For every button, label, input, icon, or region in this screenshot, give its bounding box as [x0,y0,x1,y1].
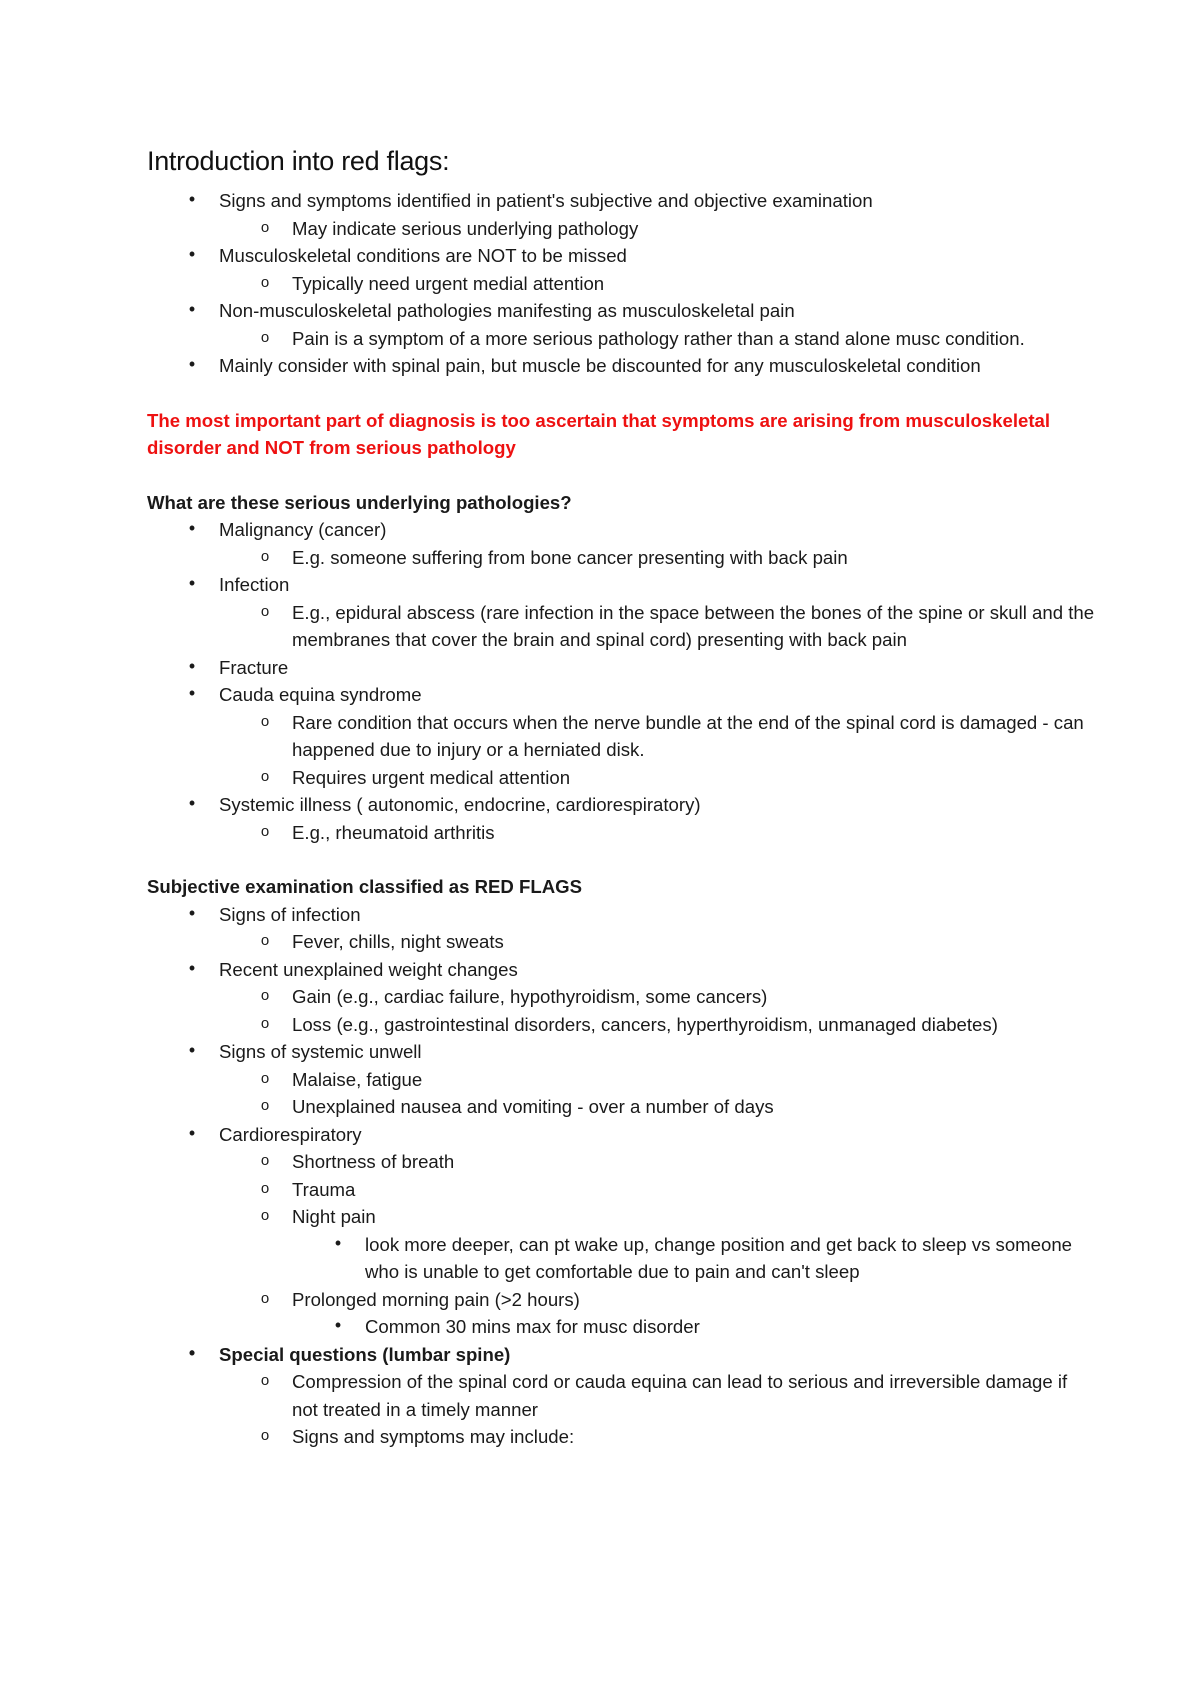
list-item-text: Night pain [292,1206,376,1227]
bullet-icon: • [188,244,196,264]
list-item [147,983,1097,1011]
bullet-icon: o [260,712,270,730]
list-item [147,681,1097,709]
bullet-icon: o [260,1152,270,1169]
bullet-icon: • [188,793,196,813]
list-item-text: Signs of systemic unwell [219,1041,422,1062]
list-item [147,1231,1097,1286]
list-item [147,1121,1097,1149]
bullet-icon: o [260,547,270,565]
list-item-text: Malignancy (cancer) [219,519,387,540]
list-item [147,819,1097,847]
list-item-text: Signs of infection [219,903,361,925]
bullet-icon: o [260,218,270,236]
list-item [147,764,1097,792]
spacer [147,380,1097,407]
callout-text: The most important part of diagnosis is too ascertain that symptoms are arising from musculoskeletal disorder and NOT from serious pathology [147,409,1051,458]
list-item [147,352,1097,380]
list-item [147,1203,1097,1231]
bullet-icon: o [260,1289,270,1307]
list-item [147,1066,1097,1094]
bullet-icon: o [260,273,270,291]
list-item [147,1423,1097,1451]
intro-list [147,187,1097,380]
list-item [147,956,1097,984]
bullet-icon: • [188,957,196,978]
bullet-icon: o [260,932,270,949]
list-item [147,654,1097,682]
list-item-text: Mainly consider with spinal pain, but muscle be discounted for any musculoskeletal condition [219,355,981,376]
list-item [147,1341,1097,1369]
page-title: Introduction into red flags: [147,146,450,176]
bullet-icon: • [188,354,196,374]
subjective-heading: Subjective examination classified as RED FLAGS [147,876,583,897]
list-item [147,709,1097,764]
bullet-icon: • [334,1232,342,1253]
list-item-text: Signs and symptoms identified in patient's subjective and objective examination [219,190,873,211]
list-item-text: Loss (e.g., gastrointestinal disorders, cancers, hyperthyroidism, unmanaged diabetes) [292,1013,998,1035]
list-item-text: Shortness of breath [292,1151,455,1172]
list-item [147,1093,1097,1121]
bullet-icon: o [260,1372,270,1389]
bullet-icon: • [188,518,196,538]
bullet-icon: o [260,1179,270,1197]
list-item-text: Gain (e.g., cardiac failure, hypothyroidism, some cancers) [292,986,768,1007]
list-item [147,242,1097,270]
list-item-text: Fever, chills, night sweats [292,931,504,952]
bullet-icon: o [260,1014,270,1032]
bullet-icon: • [188,902,196,923]
list-item [147,544,1097,572]
bullet-icon: • [188,189,196,209]
bullet-icon: o [260,1427,270,1444]
list-item-text: Cardiorespiratory [219,1123,362,1145]
list-item-text: Rare condition that occurs when the nerve bundle at the end of the spinal cord is damaged - can happened due to injury or a herniated disk. [292,711,1084,760]
list-item [147,1011,1097,1039]
bullet-icon: • [188,1342,196,1363]
list-item-text: Compression of the spinal cord or cauda equina can lead to serious and irreversible damage if not treated in a timely manner [292,1371,1068,1420]
list-item-text: Signs and symptoms may include: [292,1426,575,1447]
list-item [147,297,1097,325]
list-item-text: May indicate serious underlying pathology [292,217,639,239]
list-item [147,599,1097,654]
list-item [147,1038,1097,1066]
list-item [147,791,1097,819]
pathologies-list [147,516,1097,846]
list-item [147,516,1097,544]
list-item-text: Trauma [292,1178,356,1200]
list-item-text: E.g. someone suffering from bone cancer presenting with back pain [292,546,848,568]
bullet-icon: o [260,987,270,1004]
list-item [147,1286,1097,1314]
list-item [147,1176,1097,1204]
list-item-text: Typically need urgent medial attention [292,272,605,294]
list-item [147,270,1097,298]
list-item-text: Recent unexplained weight changes [219,958,518,980]
list-item-text: Special questions (lumbar spine) [219,1343,511,1365]
bullet-icon: o [260,1207,270,1224]
bullet-icon: o [260,822,270,840]
spacer [147,462,1097,489]
bullet-icon: o [260,328,270,346]
spacer [147,846,1097,873]
list-item [147,325,1097,353]
list-item-text: Prolonged morning pain (>2 hours) [292,1288,580,1310]
list-item-text: Cauda equina syndrome [219,684,422,705]
list-item [147,215,1097,243]
list-item [147,1313,1097,1341]
list-item-text: look more deeper, can pt wake up, change position and get back to sleep vs someone who is unable to get comfortable due to pain and can't sleep [365,1233,1073,1282]
document-content [147,146,1097,1451]
list-item-text: Fracture [219,656,289,678]
bullet-icon: o [260,1097,270,1114]
list-item-text: Non-musculoskeletal pathologies manifesting as musculoskeletal pain [219,300,795,321]
bullet-icon: • [188,573,196,593]
bullet-icon: o [260,767,270,785]
bullet-icon: o [260,602,270,620]
list-item-text: E.g., rheumatoid arthritis [292,821,495,843]
subjective-list [147,901,1097,1451]
list-item [147,928,1097,956]
list-item [147,1368,1097,1423]
bullet-icon: • [188,683,196,703]
list-item-text: Musculoskeletal conditions are NOT to be missed [219,245,627,266]
pathologies-heading: What are these serious underlying pathologies? [147,491,572,513]
list-item-text: Infection [219,574,290,595]
bullet-icon: • [334,1315,342,1335]
list-item-text: Malaise, fatigue [292,1068,423,1090]
list-item [147,901,1097,929]
bullet-icon: • [188,1040,196,1060]
list-item [147,187,1097,215]
list-item-text: Requires urgent medical attention [292,766,571,788]
bullet-icon: o [260,1069,270,1087]
list-item-text: Unexplained nausea and vomiting - over a number of days [292,1096,774,1117]
list-item-text: Systemic illness ( autonomic, endocrine, cardiorespiratory) [219,794,701,815]
list-item-text: E.g., epidural abscess (rare infection in the space between the bones of the spine or skull and the membranes that cover the brain and spinal cord) presenting with back pain [292,601,1095,650]
bullet-icon: • [188,655,196,676]
bullet-icon: • [188,1122,196,1143]
list-item [147,1148,1097,1176]
list-item-text: Pain is a symptom of a more serious pathology rather than a stand alone musc condition. [292,327,1025,349]
list-item [147,571,1097,599]
list-item-text: Common 30 mins max for musc disorder [365,1316,700,1337]
bullet-icon: • [188,299,196,319]
